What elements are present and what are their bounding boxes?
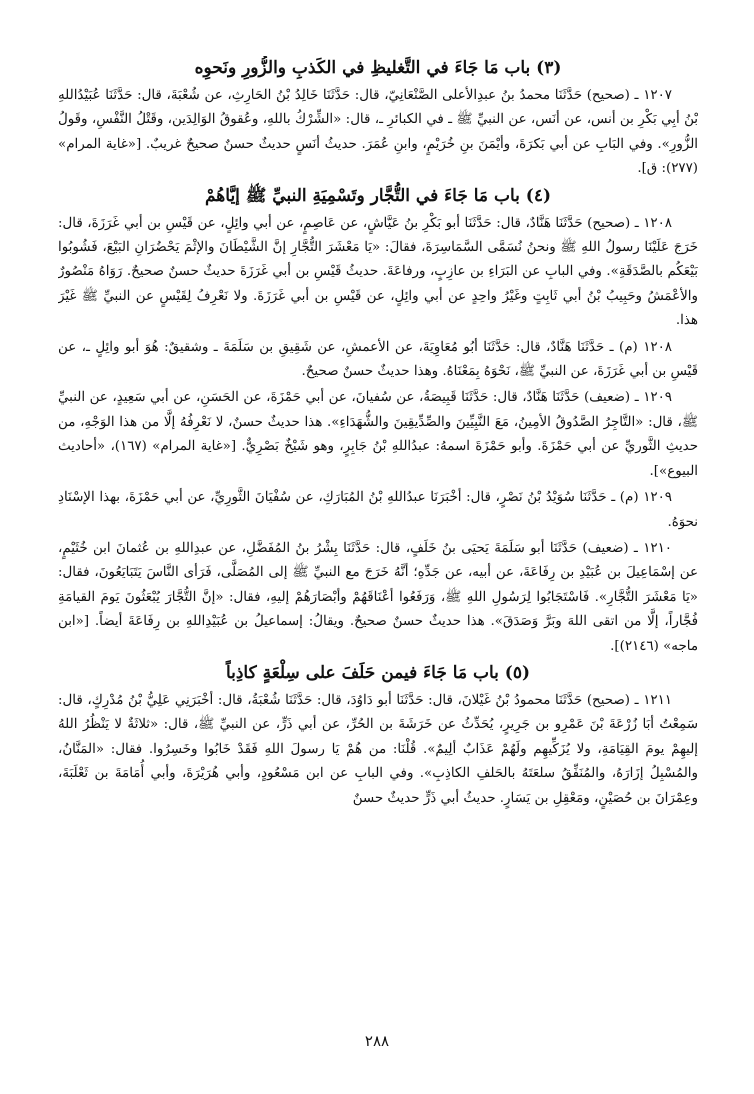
hadith-1208: ١٢٠٨ ـ (صحيح) حَدَّثَنَا هَنَّادٌ، قال: حَدَّثَنَا أبو بَكْرِ بنُ عَيَّاشٍ، عن عَاصِمٍ، عن أبي وائِلٍ، عن قَيْسِ بن أبي غَرَزَةَ، قال: خَرَجَ عَلَيْنَا رسولُ اللهِ ﷺ ونحنُ نُسَمَّى السَّمَاسِرَةَ، فقالَ: «يَا مَعْشَرَ التُّجَّارِ إنَّ الشَّيْطَانَ والإثْمَ يَحْضُرَانِ البَيْعَ، فَشُوبُوا بَيْعَكُم بالصَّدَقَةِ». وفي البابِ عن البَرَاءِ بن عازِبٍ، ورفاعَةَ. حديثُ قَيْسِ بن أبي غَرَزَةَ حديثٌ حسنٌ صحيحٌ. رَوَاهُ مَنْصُورٌ والأعْمَشُ وحَبِيبُ بْنُ أبي ثَابِتٍ وغَيْرُ واحِدٍ عن أبي وائِلٍ، عن قَيْسِ بن أبي غَرَزَةَ. ولا نَعْرِفُ لِقَيْسٍ عن النبيِّ ﷺ غَيْرَ هذا. [58, 215, 698, 329]
hadith-1211: ١٢١١ ـ (صحيح) حَدَّثَنَا محمودُ بْنُ غَيْلانَ، قال: حَدَّثَنَا أبو دَاوُدَ، قال: حَدَّثَنَا شُعْبَةُ، قال: أخْبَرَنِي عَلِيُّ بْنُ مُدْرِكٍ، قال: سَمِعْتُ أبَا زُرْعَةَ بْنَ عَمْرِو بن جَرِيرٍ، يُحَدِّثُ عن خَرَشَةَ بن الحُرِّ، عن أبي ذَرٍّ، عن النبيِّ ﷺ، قال: «ثلاثَةٌ لا يَنْظُرُ اللهُ إليهِمْ يومَ القِيَامَةِ، ولا يُزَكِّيهِم ولَهُمْ عَذَابٌ ألِيمٌ». قُلْنَا: من هُمْ يَا رسولَ اللهِ فَقَدْ خَابُوا وخَسِرُوا. فقال: «المَنَّانُ، والمُسْبِلُ إزَارَهُ، والمُنَفِّقُ سلعَتَهُ بالحَلفِ الكاذِبِ». وفي البابِ عن ابن مَسْعُودٍ، وأبي هُرَيْرَةَ، وأبي أُمَامَةَ بن ثَعْلَبَةَ، وعِمْرَانَ بن حُصَيْنٍ، ومَعْقِلِ بن يَسَارٍ. حديثُ أبي ذَرٍّ حديثٌ حسنٌ [58, 692, 698, 806]
hadith-1209-m: ١٢٠٩ (م) ـ حَدَّثَنَا سُوَيْدُ بْنُ نَصْرٍ، قال: أخْبَرَنَا عبدُاللهِ بْنُ المُبَارَكِ، عن سُفْيَانَ الثَّورِيِّ، عن أبي حَمْزَةَ، بهذا الإسْنَادِ نحوَهُ. [58, 490, 698, 530]
hadith-1210: ١٢١٠ ـ (ضعيف) حَدَّثَنَا أبو سَلَمَةَ يَحيَى بنُ خَلَفٍ، قال: حَدَّثَنَا بِشْرُ بنُ المُفَضَّلِ، عن عبدِاللهِ بن عُثمانَ ابن خُثَيْمٍ، عن إسْمَاعِيلَ بن عُبَيْدِ بن رِفَاعَةَ، عن أبيه، عن جَدِّهِ؛ أنَّهُ خَرَجَ مع النبيِّ ﷺ إلى المُصَلَّى، فَرَأى النَّاسَ يَتَبَايَعُونَ، فقال: «يَا مَعْشَرَ التُّجَّارِ». فَاسْتَجَابُوا لِرَسُولِ اللهِ ﷺ، وَرَفَعُوا أعْنَاقَهُمْ وأبْصَارَهُمْ إليهِ، فقال: «إنَّ التُّجَّارَ يُبْعَثُونَ يَومَ القيامَةِ فُجَّاراً، إلَّا من اتقى اللهَ وبَرَّ وَصَدَقَ». هذا حديثٌ حسنٌ صحيحٌ. ويقالُ: إسماعيلُ بن عُبَيْدِاللهِ بن رِفَاعَةَ أيضاً. [«ابن ماجه» (٢١٤٦)]. [58, 540, 698, 654]
hadith-1207: ١٢٠٧ ـ (صحيح) حَدَّثَنَا محمدُ بنُ عبدِالأعلى الصَّنْعَانِيّ، قال: حَدَّثَنَا خَالِدُ بْنُ الحَارِثِ، عن شُعْبَةَ، قال: حَدَّثَنَا عُبَيْدُاللهِ بْنُ أبِي بَكْرِ بن أنس، عن أنَس، عن النبيِّ ﷺ ـ في الكبائرِ ـ، قال: «الشِّرْكُ باللهِ، وعُقوقُ الوَالِدَين، وقَتْلُ النَّفْسِ، وقَولُ الزُّورِ». وفي البَابِ عن أبي بَكرَةَ، وأيْمَنَ بنِ خُرَيْمٍ، وابنِ عُمَرَ. حديثُ أنَسٍ حديثٌ حسنٌ صحيحٌ غريبٌ. [«غاية المرام» (٢٧٧): ق]. [58, 88, 698, 177]
section-3 [58, 56, 698, 182]
chapter-heading: (٣) باب مَا جَاءَ في التَّغليظِ في الكَذبِ والزُّورِ ونَحوِه [194, 58, 562, 78]
chapter-heading: (٥) باب مَا جَاءَ فيمن حَلَفَ على سِلْعَةٍ كاذِباً [225, 662, 531, 683]
section-4 [58, 184, 698, 659]
page-body [58, 56, 698, 1056]
hadith-1209: ١٢٠٩ ـ (ضعيف) حَدَّثَنَا هَنَّادٌ، قال: حَدَّثَنَا قَبِيصَةُ، عن سُفيانَ، عن أبي حَمْزَةَ، عن الحَسَنِ، عن أبي سَعِيدٍ، عن النبيِّ ﷺ، قال: «التَّاجِرُ الصَّدُوقُ الأمِينُ، مَعَ النَّبِيِّينَ والصِّدِّيقِينَ والشُّهَدَاءِ». هذا حديثٌ حسنٌ، لا نَعْرِفُهُ إلَّا من هذا الوَجْهِ، من حديثِ الثَّوريِّ عن أبي حَمْزَةَ. وأبو حَمْزَةَ اسمهُ: عبدُاللهِ بْنُ جَابِرٍ، وهو شَيْخٌ بَصْرِيٌّ. [«غاية المرام» (١٦٧)، «أحاديث البيوع»]. [58, 390, 698, 479]
hadith-1208-m: ١٢٠٨ (م) ـ حَدَّثَنَا هَنَّادٌ، قال: حَدَّثَنَا أبُو مُعَاوِيَةَ، عن الأعمشِ، عن شَقِيقِ بن سَلَمَةَ ـ وشقيقٌ: هُوَ أبو وائِلٍ ـ، عن قَيْسِ بن أبي غَرَزَةَ، عن النبيِّ ﷺ، نَحْوَهُ بِمَعْنَاهُ. وهذا حديثٌ حسنٌ صحيحٌ. [58, 339, 698, 380]
page-number: ٢٨٨ [364, 1032, 390, 1050]
section-5 [58, 661, 698, 811]
chapter-heading: (٤) باب مَا جَاءَ في التُّجَّار وتَسْمِيَةِ النبيِّ ﷺ إيَّاهُمْ [204, 185, 552, 206]
